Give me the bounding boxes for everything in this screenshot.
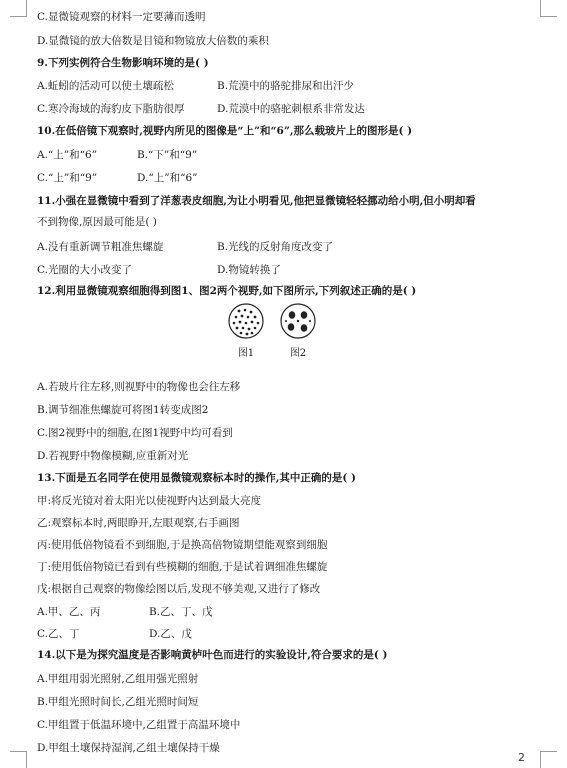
q13-stem: 13.下面是五名同学在使用显微镜观察标本时的操作,其中正确的是( ) (37, 472, 357, 484)
q11-stem-line1: 11.小强在显微镜中看到了洋葱表皮细胞,为让小明看见,他把显微镜轻轻挪动给小明,但小明却看 (37, 195, 476, 207)
q11-stem-line2: 不到物像,原因最可能是( ) (37, 216, 157, 228)
q12-stem: 12.利用显微镜观察细胞得到图1、图2两个视野,如下图所示,下列叙述正确的是( ) (37, 285, 417, 297)
q14-option-c: C.甲组置于低温环境中,乙组置于高温环境中 (37, 719, 241, 731)
q13-item-yi: 乙:观察标本时,两眼睁开,左眼观察,右手画图 (37, 517, 240, 529)
q9-option-d: D.荒漠中的骆驼刺根系非常发达 (217, 103, 365, 115)
crop-mark-bottom-right (540, 751, 557, 768)
q13-options-cd (37, 627, 192, 641)
q10-stem: 10.在低倍镜下观察时,视野内所见的图像是“上”和“6”,那么载玻片上的图形是( ) (37, 125, 413, 137)
q9-stem: 9.下列实例符合生物影响环境的是( ) (37, 57, 209, 69)
q9-option-b: B.荒漠中的骆驼排尿和出汗少 (217, 80, 355, 92)
page-number: 2 (518, 751, 525, 764)
q8-option-c: C.显微镜观察的材料一定要薄而透明 (37, 11, 206, 23)
q11-option-d: D.物镜转换了 (217, 264, 281, 276)
q13-option-a: A.甲、乙、丙 (37, 606, 101, 618)
q13-item-jia: 甲:将反光镜对着太阳光以使视野内达到最大亮度 (37, 495, 262, 507)
figure-2-label: 图2 (289, 348, 307, 359)
q12-option-a: A.若玻片往左移,则视野中的物像也会往左移 (37, 381, 241, 393)
q12-option-c: C.图2视野中的细胞,在图1视野中均可看到 (37, 427, 233, 439)
q9-option-a: A.蚯蚓的活动可以使土壤疏松 (37, 80, 174, 92)
q10-option-b: B.“下”和“9” (137, 149, 198, 161)
q13-item-bing: 丙:使用低倍物镜看不到细胞,于是换高倍物镜期望能观察到细胞 (37, 539, 328, 551)
q10-option-a: A.“上”和“6” (37, 149, 98, 161)
q9-option-c: C.寒冷海域的海豹皮下脂肪很厚 (37, 103, 185, 115)
q13-option-d: D.乙、戊 (149, 628, 192, 640)
q9-options-ab (37, 79, 354, 93)
q9-options-cd (37, 102, 365, 116)
q13-option-b: B.乙、丁、戊 (149, 606, 213, 618)
q13-options-ab (37, 605, 213, 619)
crop-mark-top-right (540, 0, 557, 17)
q12-option-b: B.调节细准焦螺旋可将图1转变成图2 (37, 404, 209, 416)
q11-option-b: B.光线的反射角度改变了 (217, 241, 334, 253)
q14-option-b: B.甲组光照时间长,乙组光照时间短 (37, 696, 199, 708)
q8-option-d: D.显微镜的放大倍数是目镜和物镜放大倍数的乘积 (37, 35, 269, 47)
q14-option-a: A.甲组用弱光照射,乙组用强光照射 (37, 673, 199, 685)
q13-item-ding: 丁:使用低倍物镜已看到有些模糊的细胞,于是试着调细准焦螺旋 (37, 561, 328, 573)
figure-1-microscope-view (228, 303, 264, 339)
q10-option-d: D.“上”和“6” (137, 172, 198, 184)
q11-options-ab (37, 240, 333, 254)
q12-option-d: D.若视野中物像模糊,应重新对光 (37, 450, 189, 462)
q11-option-a: A.没有重新调节粗准焦螺旋 (37, 241, 164, 253)
crop-mark-bottom-left (10, 751, 27, 768)
q14-stem: 14.以下是为探究温度是否影响黄栌叶色而进行的实验设计,符合要求的是( ) (37, 649, 388, 661)
q12-figures (228, 303, 348, 373)
q10-option-c: C.“上”和“9” (37, 172, 98, 184)
q10-options-cd (37, 171, 198, 185)
crop-mark-top-left (10, 0, 27, 17)
q10-options-ab (37, 148, 197, 162)
q14-option-d: D.甲组土壤保持湿润,乙组土壤保持干燥 (37, 742, 220, 754)
figure-1-label: 图1 (237, 348, 255, 359)
figure-2-microscope-view (280, 303, 316, 339)
q13-option-c: C.乙、丁 (37, 628, 80, 640)
q11-option-c: C.光圈的大小改变了 (37, 264, 132, 276)
q11-options-cd (37, 263, 281, 277)
q13-item-wu: 戊:根据自己观察的物像绘图以后,发现不够美观,又进行了修改 (37, 583, 321, 595)
